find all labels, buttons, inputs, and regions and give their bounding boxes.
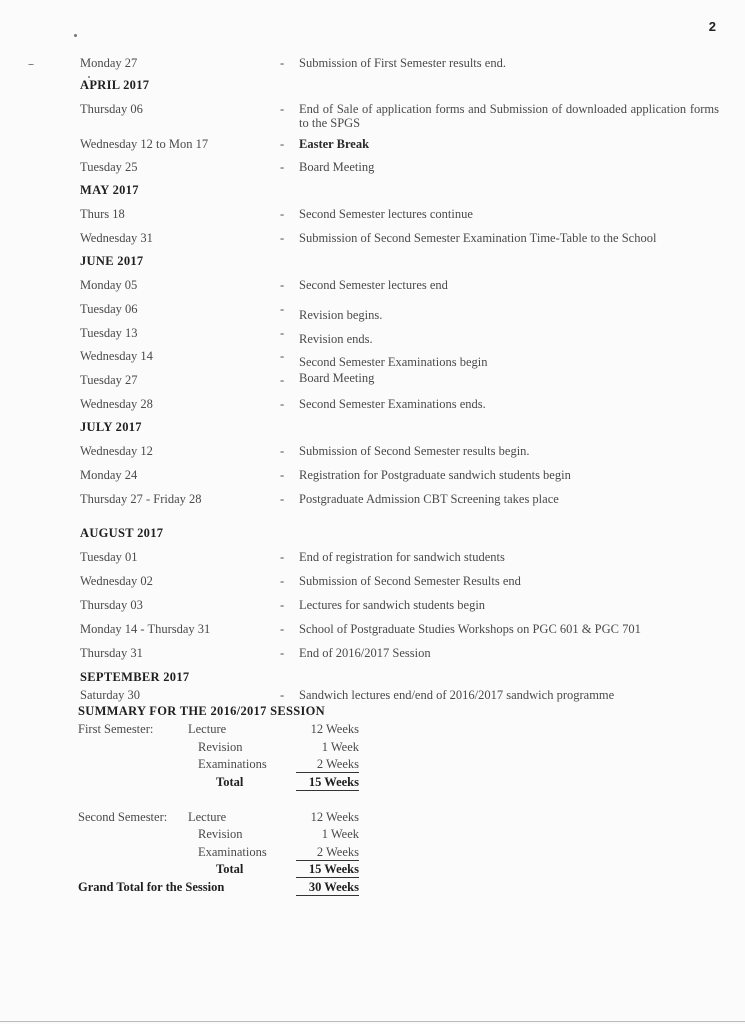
event-description: Revision begins. (299, 308, 383, 322)
event-date: Monday 24 (80, 468, 138, 482)
summary-item: Lecture (188, 722, 227, 736)
summary-item: Revision (198, 827, 243, 841)
dash-separator: - (280, 349, 285, 363)
event-date: Wednesday 28 (80, 397, 153, 411)
dash-separator: - (280, 326, 285, 340)
dash-separator: - (280, 688, 285, 702)
dash-separator: - (280, 444, 285, 458)
event-date: Wednesday 12 to Mon 17 (80, 137, 209, 151)
event-date: Thursday 06 (80, 102, 143, 116)
dash-separator: - (280, 137, 285, 151)
grand-total-label: Grand Total for the Session (78, 880, 225, 894)
event-description: Board Meeting (299, 371, 375, 385)
total-label: Total (216, 862, 244, 876)
summary-item: Lecture (188, 810, 227, 824)
summary-value: 2 Weeks (296, 757, 359, 773)
event-description: Submission of Second Semester Results end (299, 574, 521, 588)
event-description: Submission of Second Semester Examination Time-Table to the School (299, 231, 657, 245)
dash-separator: - (280, 278, 285, 292)
second-semester-label: Second Semester: (78, 810, 168, 824)
event-description: Board Meeting (299, 160, 375, 174)
event-description: Second Semester lectures continue (299, 207, 473, 221)
scan-speck (88, 76, 90, 78)
event-description: Easter Break (299, 137, 370, 151)
event-date: Thursday 31 (80, 646, 143, 660)
dash-separator: - (280, 646, 285, 660)
dash-separator: - (280, 622, 285, 636)
dash-separator: - (280, 574, 285, 588)
dash-separator: - (280, 56, 285, 70)
event-description: End of registration for sandwich students (299, 550, 505, 564)
event-date: Tuesday 13 (80, 326, 138, 340)
event-date: Saturday 30 (80, 688, 141, 702)
event-description: Registration for Postgraduate sandwich students begin (299, 468, 571, 482)
dash-separator: - (280, 373, 285, 387)
total-value: 15 Weeks (296, 862, 359, 878)
scan-speck (28, 64, 34, 65)
first-semester-label: First Semester: (78, 722, 154, 736)
total-value: 15 Weeks (296, 775, 359, 791)
event-description: Second Semester Examinations ends. (299, 397, 486, 411)
summary-item: Examinations (198, 845, 267, 859)
event-description: Lectures for sandwich students begin (299, 598, 486, 612)
summary-value: 1 Week (321, 827, 359, 841)
event-date: Thursday 03 (80, 598, 143, 612)
event-date: Tuesday 25 (80, 160, 138, 174)
event-description: Second Semester Examinations begin (299, 355, 488, 369)
event-date: Tuesday 06 (80, 302, 138, 316)
event-date: Monday 27 (80, 56, 138, 70)
month-heading: APRIL 2017 (80, 78, 150, 92)
summary-value: 12 Weeks (310, 810, 359, 824)
dash-separator: - (280, 550, 285, 564)
dash-separator: - (280, 468, 285, 482)
event-date: Wednesday 31 (80, 231, 153, 245)
dash-separator: - (280, 207, 285, 221)
page-number: 2 (708, 19, 716, 34)
summary-item: Revision (198, 740, 243, 754)
event-date: Wednesday 12 (80, 444, 153, 458)
event-description: Submission of Second Semester results begin. (299, 444, 530, 458)
event-description: End of 2016/2017 Session (299, 646, 431, 660)
scan-edge-line (0, 1021, 745, 1022)
month-heading: JUNE 2017 (80, 254, 144, 268)
event-date: Tuesday 27 (80, 373, 138, 387)
event-date: Monday 14 - Thursday 31 (80, 622, 211, 636)
dash-separator: - (280, 102, 285, 116)
event-description: Revision ends. (299, 332, 373, 346)
event-description: School of Postgraduate Studies Workshops on PGC 601 & PGC 701 (299, 622, 641, 636)
event-description: Postgraduate Admission CBT Screening takes place (299, 492, 559, 506)
event-description: Sandwich lectures end/end of 2016/2017 sandwich programme (299, 688, 615, 702)
month-heading: MAY 2017 (80, 183, 139, 197)
summary-value: 1 Week (321, 740, 359, 754)
dash-separator: - (280, 302, 285, 316)
event-date: Wednesday 14 (80, 349, 153, 363)
event-description: End of Sale of application forms and Submission of downloaded application forms to the SPGS (299, 102, 719, 130)
dash-separator: - (280, 492, 285, 506)
summary-title: SUMMARY FOR THE 2016/2017 SESSION (78, 704, 325, 718)
event-date: Thurs 18 (80, 207, 125, 221)
scan-speck (74, 34, 77, 37)
grand-total-value: 30 Weeks (296, 880, 359, 896)
event-date: Thursday 27 - Friday 28 (80, 492, 202, 506)
event-description: Submission of First Semester results end. (299, 56, 506, 70)
month-heading: AUGUST 2017 (80, 526, 164, 540)
total-label: Total (216, 775, 244, 789)
summary-value: 2 Weeks (296, 845, 359, 861)
event-description: Second Semester lectures end (299, 278, 448, 292)
dash-separator: - (280, 598, 285, 612)
dash-separator: - (280, 397, 285, 411)
dash-separator: - (280, 231, 285, 245)
dash-separator: - (280, 160, 285, 174)
summary-value: 12 Weeks (310, 722, 359, 736)
month-heading: SEPTEMBER 2017 (80, 670, 190, 684)
month-heading: JULY 2017 (80, 420, 142, 434)
event-date: Wednesday 02 (80, 574, 153, 588)
event-date: Tuesday 01 (80, 550, 138, 564)
summary-item: Examinations (198, 757, 267, 771)
event-date: Monday 05 (80, 278, 138, 292)
